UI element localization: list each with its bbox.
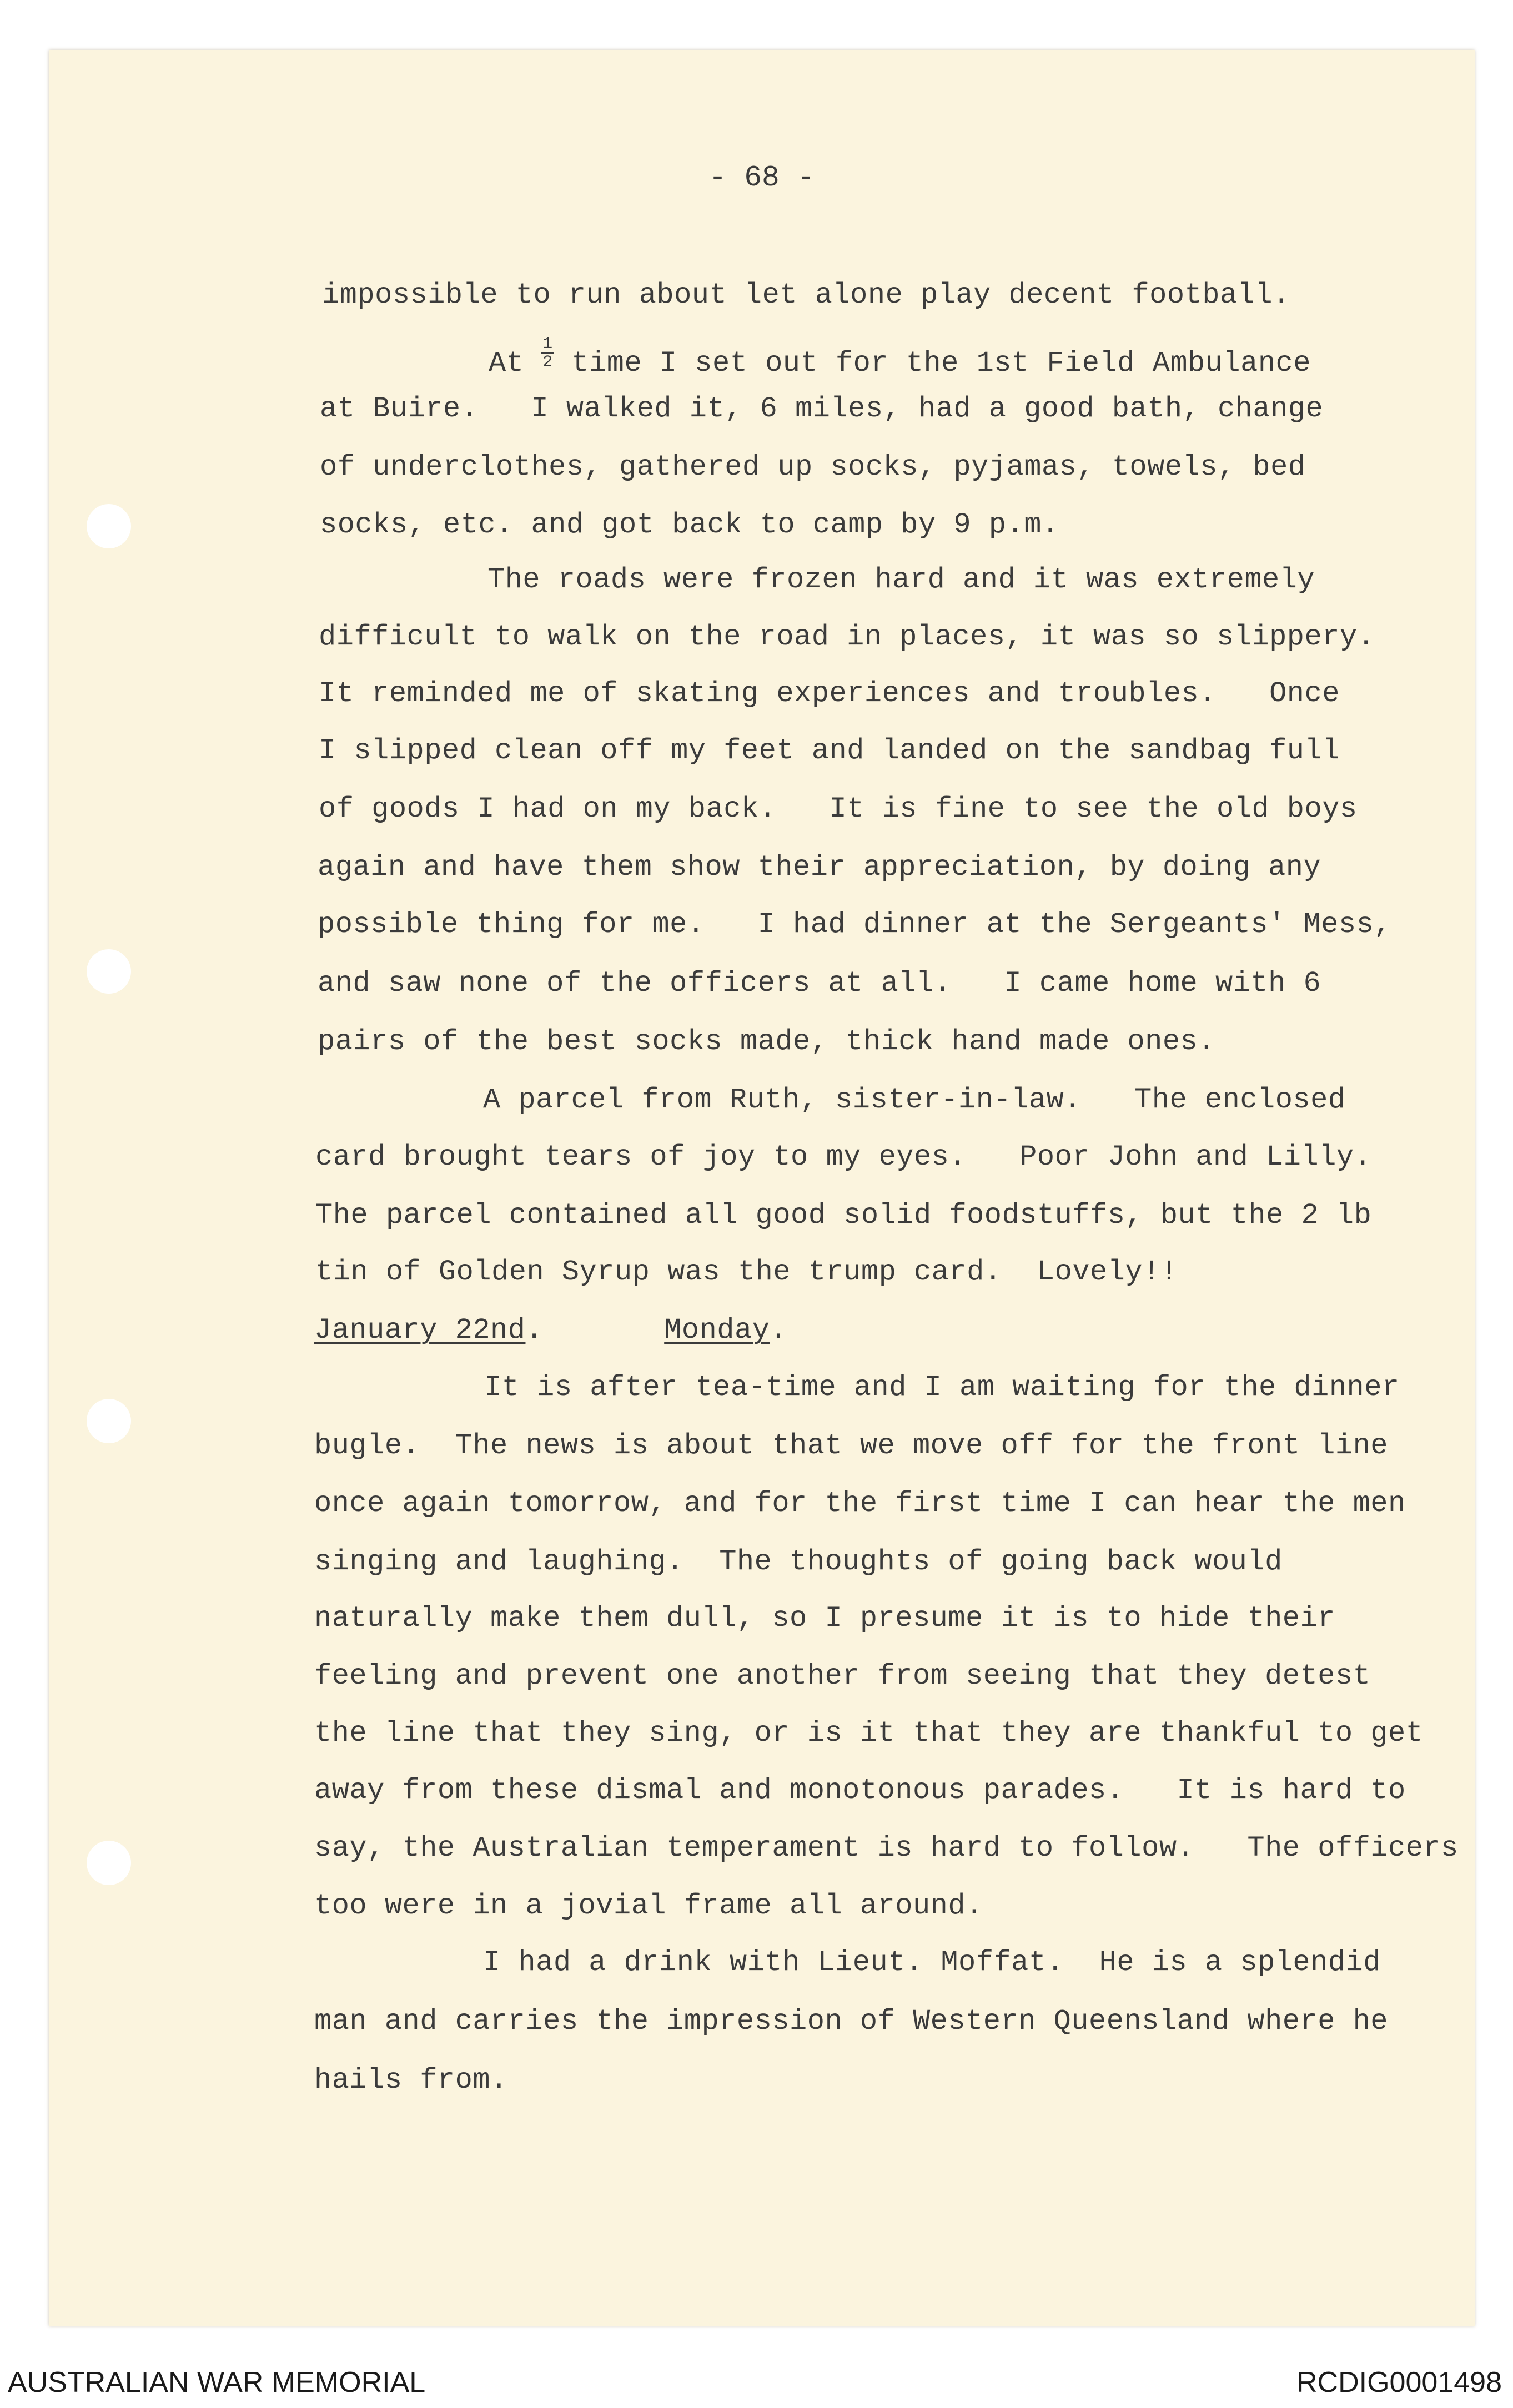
text-line: of underclothes, gathered up socks, pyjamas, towels, bed [320,451,1306,483]
text-line: hails from. [314,2064,508,2097]
text-line: I had a drink with Lieut. Moffat. He is a splendid [483,1946,1381,1979]
punch-hole [87,1399,131,1443]
text-line: naturally make them dull, so I presume it is to hide their [314,1602,1335,1635]
archive-credit: AUSTRALIAN WAR MEMORIAL [8,2366,426,2399]
text-line: feeling and prevent one another from seeing that they detest [314,1660,1371,1692]
typed-page [49,50,1475,2326]
text-line: It is after tea-time and I am waiting for the dinner [484,1371,1400,1404]
text-line: the line that they sing, or is it that they are thankful to get [314,1717,1424,1750]
text-fragment: . [770,1314,788,1347]
text-line: away from these dismal and monotonous parades. It is hard to [314,1774,1406,1807]
text-line: and saw none of the officers at all. I came home with 6 [318,967,1321,1000]
text-line: The roads were frozen hard and it was extremely [487,563,1315,596]
record-id: RCDIG0001498 [1296,2366,1502,2399]
text-fragment: At [489,347,542,380]
fraction-denominator: 2 [542,353,553,372]
entry-weekday: Monday [664,1314,770,1347]
text-line: of goods I had on my back. It is fine to see the old boys [319,793,1358,825]
text-line: card brought tears of joy to my eyes. Poor John and Lilly. [315,1141,1372,1173]
fraction-numerator: 1 [542,335,553,354]
text-line: singing and laughing. The thoughts of going back would [314,1545,1283,1578]
entry-date: January 22nd [314,1314,526,1347]
text-line: again and have them show their appreciation, by doing any [318,851,1321,884]
text-line: The parcel contained all good solid foodstuffs, but the 2 lb [315,1199,1372,1232]
page-number: - 68 - [708,161,815,194]
entry-date-line [314,1314,787,1347]
text-line: difficult to walk on the road in places, it was so slippery. [319,621,1375,653]
text-line: tin of Golden Syrup was the trump card. Lovely!! [315,1256,1178,1288]
text-line [489,336,1311,380]
text-line: pairs of the best socks made, thick hand made ones. [318,1025,1215,1058]
text-line: say, the Australian temperament is hard to follow. The officers [314,1832,1459,1865]
text-line: possible thing for me. I had dinner at the Sergeants' Mess, [318,908,1392,941]
punch-hole [87,504,131,548]
text-line: I slipped clean off my feet and landed on the sandbag full [319,734,1340,767]
punch-hole [87,949,131,994]
text-line: It reminded me of skating experiences and troubles. Once [319,677,1340,710]
text-line: bugle. The news is about that we move off for the front line [314,1429,1389,1462]
text-line: socks, etc. and got back to camp by 9 p.m. [320,508,1059,541]
text-line: once again tomorrow, and for the first time I can hear the men [314,1487,1406,1520]
text-line: impossible to run about let alone play decent football. [322,279,1290,311]
half-fraction [541,336,554,371]
text-fragment: . [525,1314,544,1347]
text-line: too were in a jovial frame all around. [314,1890,983,1922]
punch-hole [87,1841,131,1885]
text-line: man and carries the impression of Western Queensland where he [314,2005,1389,2038]
text-fragment: time I set out for the 1st Field Ambulance [554,347,1311,380]
text-line: at Buire. I walked it, 6 miles, had a good bath, change [320,392,1324,425]
text-line: A parcel from Ruth, sister-in-law. The enclosed [483,1084,1346,1116]
